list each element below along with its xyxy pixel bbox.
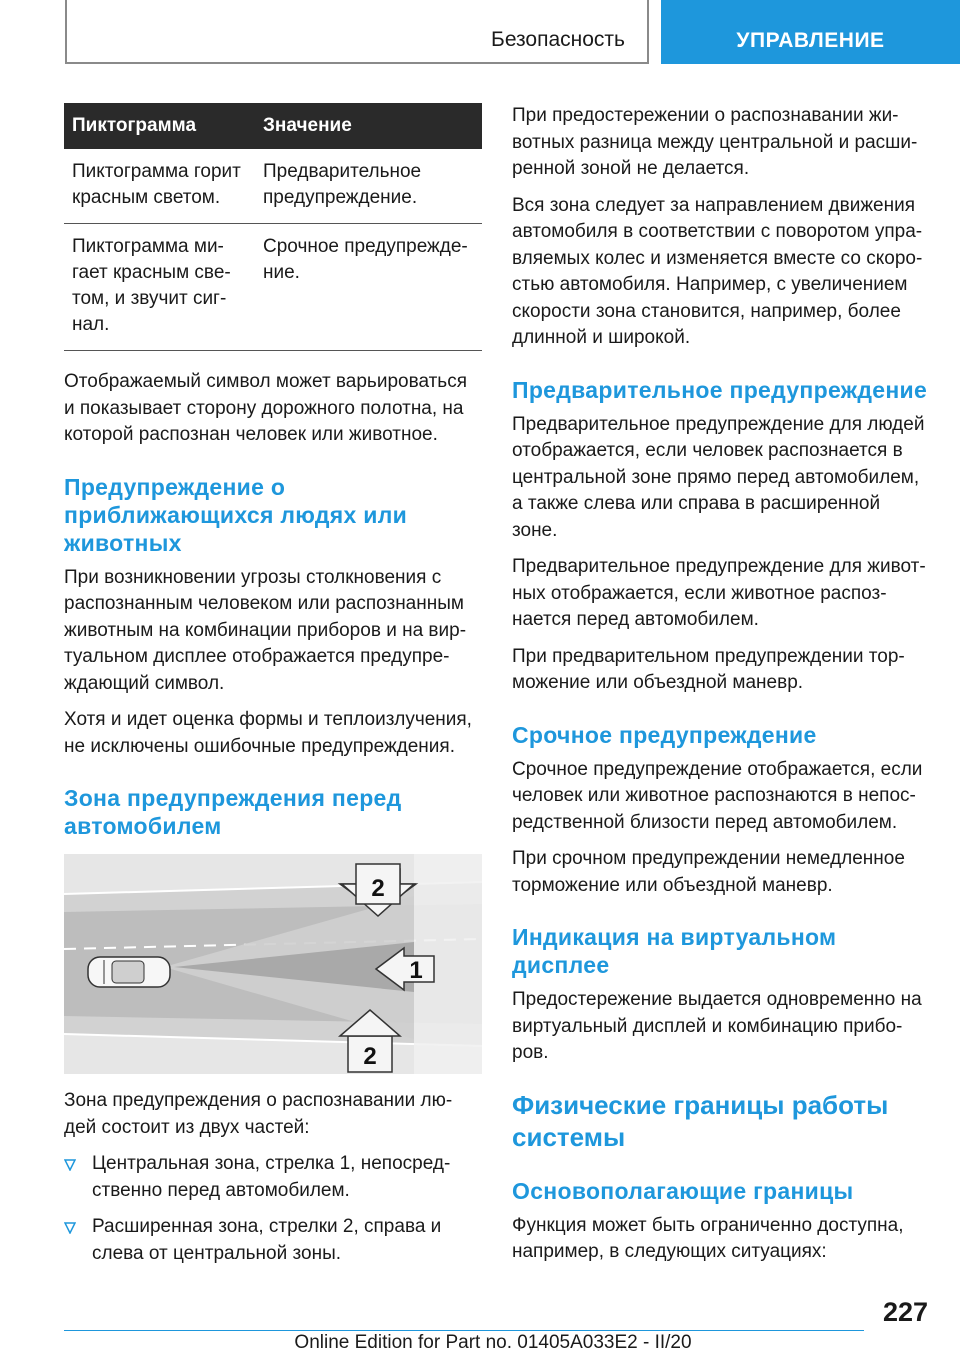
arrow-label: 2 [363, 1043, 377, 1070]
page-number: 227 [882, 1297, 928, 1327]
paragraph: При возникновении угрозы столкновения с распознанным человеком или распознанным животным на комбинации приборов и на вир-туальном дисплее отображается предупре-ждающий символ. [64, 566, 467, 694]
table-header-cell: Пиктограмма [64, 103, 255, 149]
triangle-bullet-icon [64, 1222, 76, 1234]
list-item-text: Расширенная зона, стрелки 2, справа и слева от центральной зоны. [92, 1216, 442, 1264]
paragraph: Срочное предупреждение отображается, если человек или животное распознаются в непос-редственной близости перед автомобилем. [512, 758, 923, 833]
paragraph: Предварительное предупреждение для людей отображается, если человек распознается в центральной зоне прямо перед автомобилем, а также слева или справа в расширенной зоне. [512, 413, 925, 541]
arrow-label: 2 [371, 875, 385, 902]
warning-zone-illustration [64, 854, 482, 1074]
section-title: Безопасность [491, 28, 625, 51]
paragraph: Предостережение выдается одновременно на виртуальный дисплей и комбинацию прибо-ров. [512, 989, 922, 1063]
paragraph: Вся зона следует за направлением движения автомобиля в соответствии с поворотом упра-вляемых колес и изменяется вместе со скоро-стью автомобиля. Например, с увеличением скорости зона становится, например, более длинной и широкой. [512, 194, 923, 348]
paragraph: При предостережении о распознавании жи-вотных разница между центральной и расши-ренной зоной не делается. [512, 105, 918, 179]
section-heading: Срочное предупреждение [512, 721, 817, 748]
chapter-heading: Физические границы работы системы [512, 1089, 889, 1152]
section-heading: Основополагающие границы [512, 1177, 854, 1204]
arrow-label: 1 [409, 957, 423, 984]
list-item [64, 1151, 482, 1204]
footer-divider [64, 1330, 864, 1331]
section-heading: Зона предупреждения перед автомобилем [64, 785, 402, 839]
paragraph: Зона предупреждения о распознавании лю-дей состоит из двух частей: [64, 1090, 453, 1138]
bullet-list [64, 1151, 482, 1267]
table-cell: Срочное предупрежде-ние. [255, 224, 482, 351]
paragraph: Функция может быть ограниченно доступна, например, в следующих ситуациях: [512, 1214, 904, 1262]
chapter-tab[interactable]: УПРАВЛЕНИЕ [661, 0, 960, 64]
paragraph: Предварительное предупреждение для живот-ных отображается, если животное распоз-нается перед автомобилем. [512, 556, 926, 630]
section-heading: Предварительное предупреждение [512, 376, 928, 403]
section-heading: Индикация на виртуальном дисплее [512, 924, 837, 978]
list-item [64, 1214, 482, 1267]
table-row [64, 149, 482, 224]
table-header-row [64, 103, 482, 149]
table-cell: Предварительное предупреждение. [255, 149, 482, 224]
section-heading: Предупреждение о приближающихся людях или животных [64, 473, 408, 556]
paragraph: Отображаемый символ может варьироваться и показывает сторону дорожного полотна, на которой распознан человек или животное. [64, 371, 467, 445]
car-icon [88, 957, 170, 987]
paragraph: Хотя и идет оценка формы и теплоизлучения, не исключены ошибочные предупреждения. [64, 709, 472, 757]
list-item-text: Центральная зона, стрелка 1, непосред-ственно перед автомобилем. [92, 1153, 451, 1201]
left-column [64, 103, 482, 1277]
table-header-cell: Значение [255, 103, 482, 149]
paragraph: При срочном предупреждении немедленное торможение или объездной маневр. [512, 848, 905, 896]
footer-edition: Online Edition for Part no. 01405A033E2 - II/20 [294, 1332, 692, 1353]
table-cell: Пиктограмма горит красным светом. [64, 149, 255, 224]
right-column [512, 103, 928, 1276]
table-row [64, 224, 482, 351]
triangle-bullet-icon [64, 1159, 76, 1171]
pictogram-table [64, 103, 482, 351]
header-frame [65, 0, 649, 64]
table-cell: Пиктограмма ми-гает красным све-том, и звучит сиг-нал. [64, 224, 255, 351]
paragraph: При предварительном предупреждении тор-можение или объездной маневр. [512, 645, 905, 693]
